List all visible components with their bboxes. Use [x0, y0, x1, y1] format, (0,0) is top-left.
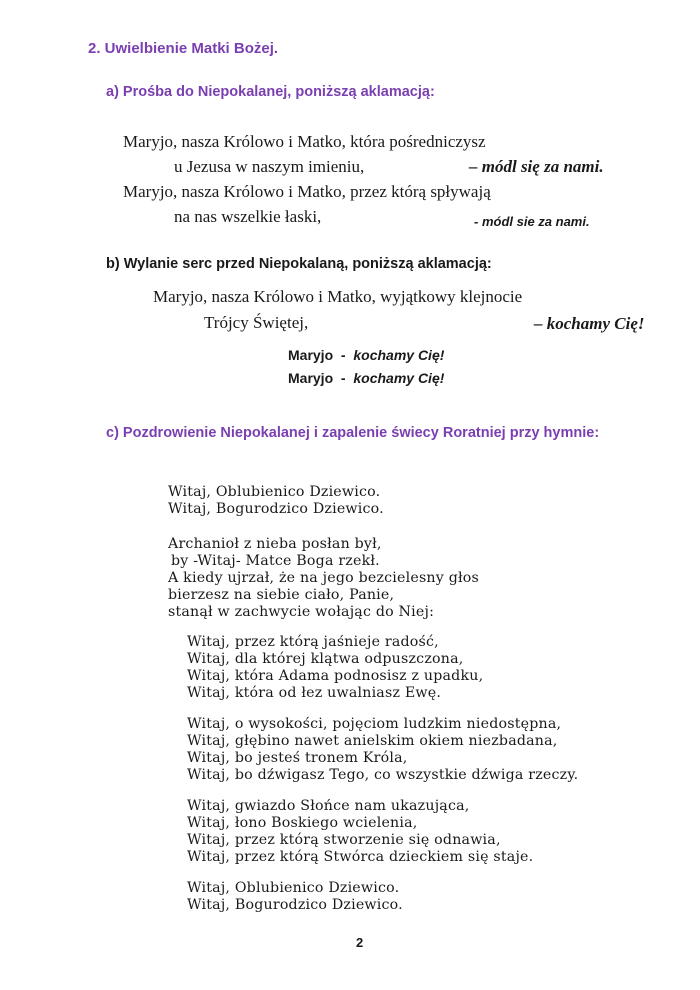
hymn-line: Witaj, o wysokości, pojęciom ludzkim niedostępna, [187, 716, 562, 732]
hymn-stanza-6 [187, 880, 403, 914]
part-b-line2: Trójcy Świętej, [204, 313, 309, 332]
hymn-line: Witaj, przez którą Stwórca dzieckiem się staje. [187, 849, 534, 865]
part-a-response1: – módl się za nami. [469, 157, 604, 176]
hymn-line: Archanioł z nieba posłan był, [168, 536, 382, 552]
part-a-response2: - módl sie za nami. [474, 214, 590, 229]
acclamation-row [288, 370, 444, 386]
hymn-line: Witaj, łono Boskiego wcielenia, [187, 815, 418, 831]
hymn-line: Witaj, Oblubienico Dziewico. [187, 880, 400, 896]
hymn-line: Witaj, Bogurodzico Dziewico. [187, 897, 403, 913]
hymn-line: Witaj, która Adama podnosisz z upadku, [187, 668, 484, 684]
acclamation-dash: - [340, 370, 346, 386]
hymn-line: Witaj, Oblubienico Dziewico. [168, 484, 381, 500]
hymn-stanza-5 [187, 798, 533, 866]
acclamation-dash: - [340, 347, 346, 363]
part-a-heading: a) Prośba do Niepokalanej, poniższą aklamacją: [106, 84, 435, 100]
part-c-heading: c) Pozdrowienie Niepokalanej i zapalenie świecy Roratniej przy hymnie: [106, 425, 600, 441]
hymn-line: bierzesz na siebie ciało, Panie, [168, 587, 395, 603]
hymn-line: Witaj, gwiazdo Słońce nam ukazująca, [187, 798, 470, 814]
part-b-heading: b) Wylanie serc przed Niepokalaną, poniższą aklamacją: [106, 256, 492, 272]
acclamation-row [288, 347, 444, 363]
hymn-stanza-4 [187, 716, 578, 784]
acclamation-text: kochamy Cię! [353, 370, 445, 386]
hymn-line: Witaj, Bogurodzico Dziewico. [168, 501, 384, 517]
hymn-line: Witaj, dla której klątwa odpuszczona, [187, 651, 464, 667]
hymn-stanza-2 [168, 536, 479, 621]
hymn-line: stanął w zachwycie wołając do Niej: [168, 604, 435, 620]
part-b-response: – kochamy Cię! [534, 314, 645, 333]
acclamation-name: Maryjo [288, 370, 334, 386]
part-a-line3: Maryjo, nasza Królowo i Matko, przez którą spływają [123, 182, 491, 201]
hymn-line: Witaj, bo jesteś tronem Króla, [187, 750, 408, 766]
part-a-line4: na nas wszelkie łaski, [174, 207, 322, 226]
part-a-line1: Maryjo, nasza Królowo i Matko, która pośredniczysz [123, 132, 486, 151]
hymn-line: Witaj, przez którą jaśnieje radość, [187, 634, 439, 650]
section-title: 2. Uwielbienie Matki Bożej. [88, 40, 279, 57]
hymn-stanza-1 [168, 484, 384, 518]
acclamation-text: kochamy Cię! [353, 347, 445, 363]
acclamation-name: Maryjo [288, 347, 334, 363]
hymn-line: Witaj, bo dźwigasz Tego, co wszystkie dźwiga rzeczy. [187, 767, 579, 783]
page-number: 2 [356, 935, 364, 950]
hymn-line: A kiedy ujrzał, że na jego bezcielesny głos [168, 570, 479, 586]
part-a-line2: u Jezusa w naszym imieniu, [174, 157, 365, 176]
hymn-line: by -Witaj- Matce Boga rzekł. [171, 553, 380, 569]
hymn-stanza-3 [187, 634, 483, 702]
part-b-line1: Maryjo, nasza Królowo i Matko, wyjątkowy klejnocie [153, 287, 523, 306]
hymn-line: Witaj, głębino nawet anielskim okiem niezbadana, [187, 733, 558, 749]
hymn-line: Witaj, która od łez uwalniasz Ewę. [187, 685, 442, 701]
hymn-line: Witaj, przez którą stworzenie się odnawia, [187, 832, 501, 848]
